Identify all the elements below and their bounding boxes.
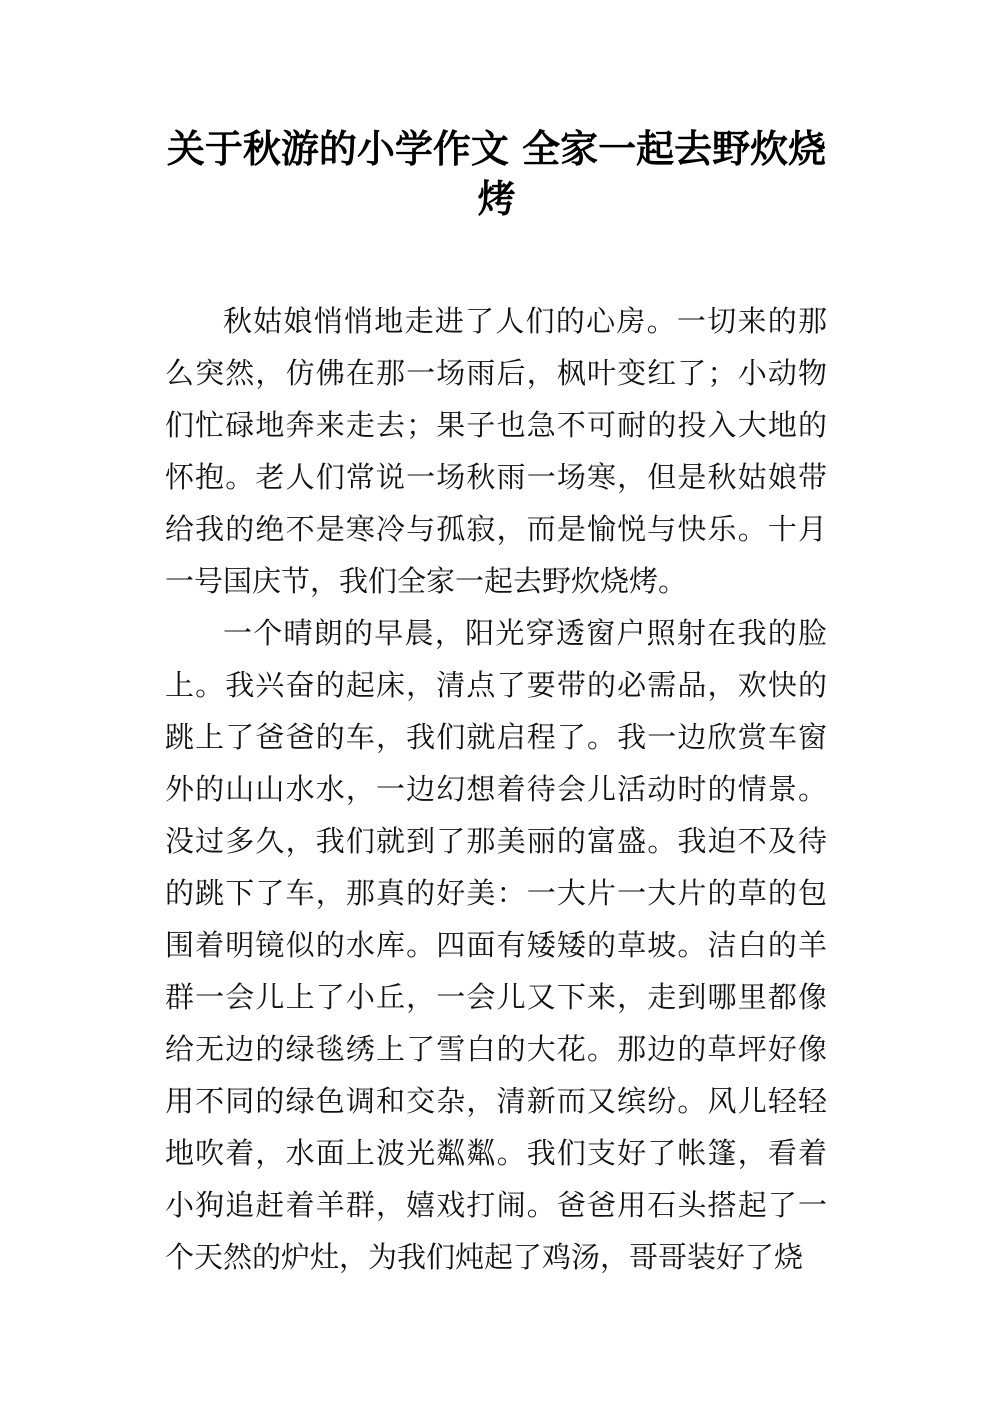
paragraph-1: 秋姑娘悄悄地走进了人们的心房。一切来的那么突然，仿佛在那一场雨后，枫叶变红了；小动物们忙碌地奔来走去；果子也急不可耐的投入大地的怀抱。老人们常说一场秋雨一场寒，但是秋姑娘带给我的绝不是寒冷与孤寂，而是愉悦与快乐。十月一号国庆节，我们全家一起去野炊烧烤。: [165, 304, 827, 598]
document-body: [165, 295, 827, 1283]
document-title: 关于秋游的小学作文 全家一起去野炊烧烤: [166, 127, 827, 221]
paragraph-2: 一个晴朗的早晨，阳光穿透窗户照射在我的脸上。我兴奋的起床，清点了要带的必需品，欢快的跳上了爸爸的车，我们就启程了。我一边欣赏车窗外的山山水水，一边幻想着待会儿活动时的情景。没过多久，我们就到了那美丽的富盛。我迫不及待的跳下了车，那真的好美：一大片一大片的草的包围着明镜似的水库。四面有矮矮的草坡。洁白的羊群一会儿上了小丘，一会儿又下来，走到哪里都像给无边的绿毯绣上了雪白的大花。那边的草坪好像用不同的绿色调和交杂，清新而又缤纷。风儿轻轻地吹着，水面上波光粼粼。我们支好了帐篷，看着小狗追赶着羊群，嬉戏打闹。爸爸用石头搭起了一个天然的炉灶，为我们炖起了鸡汤，哥哥装好了烧: [165, 616, 827, 1274]
